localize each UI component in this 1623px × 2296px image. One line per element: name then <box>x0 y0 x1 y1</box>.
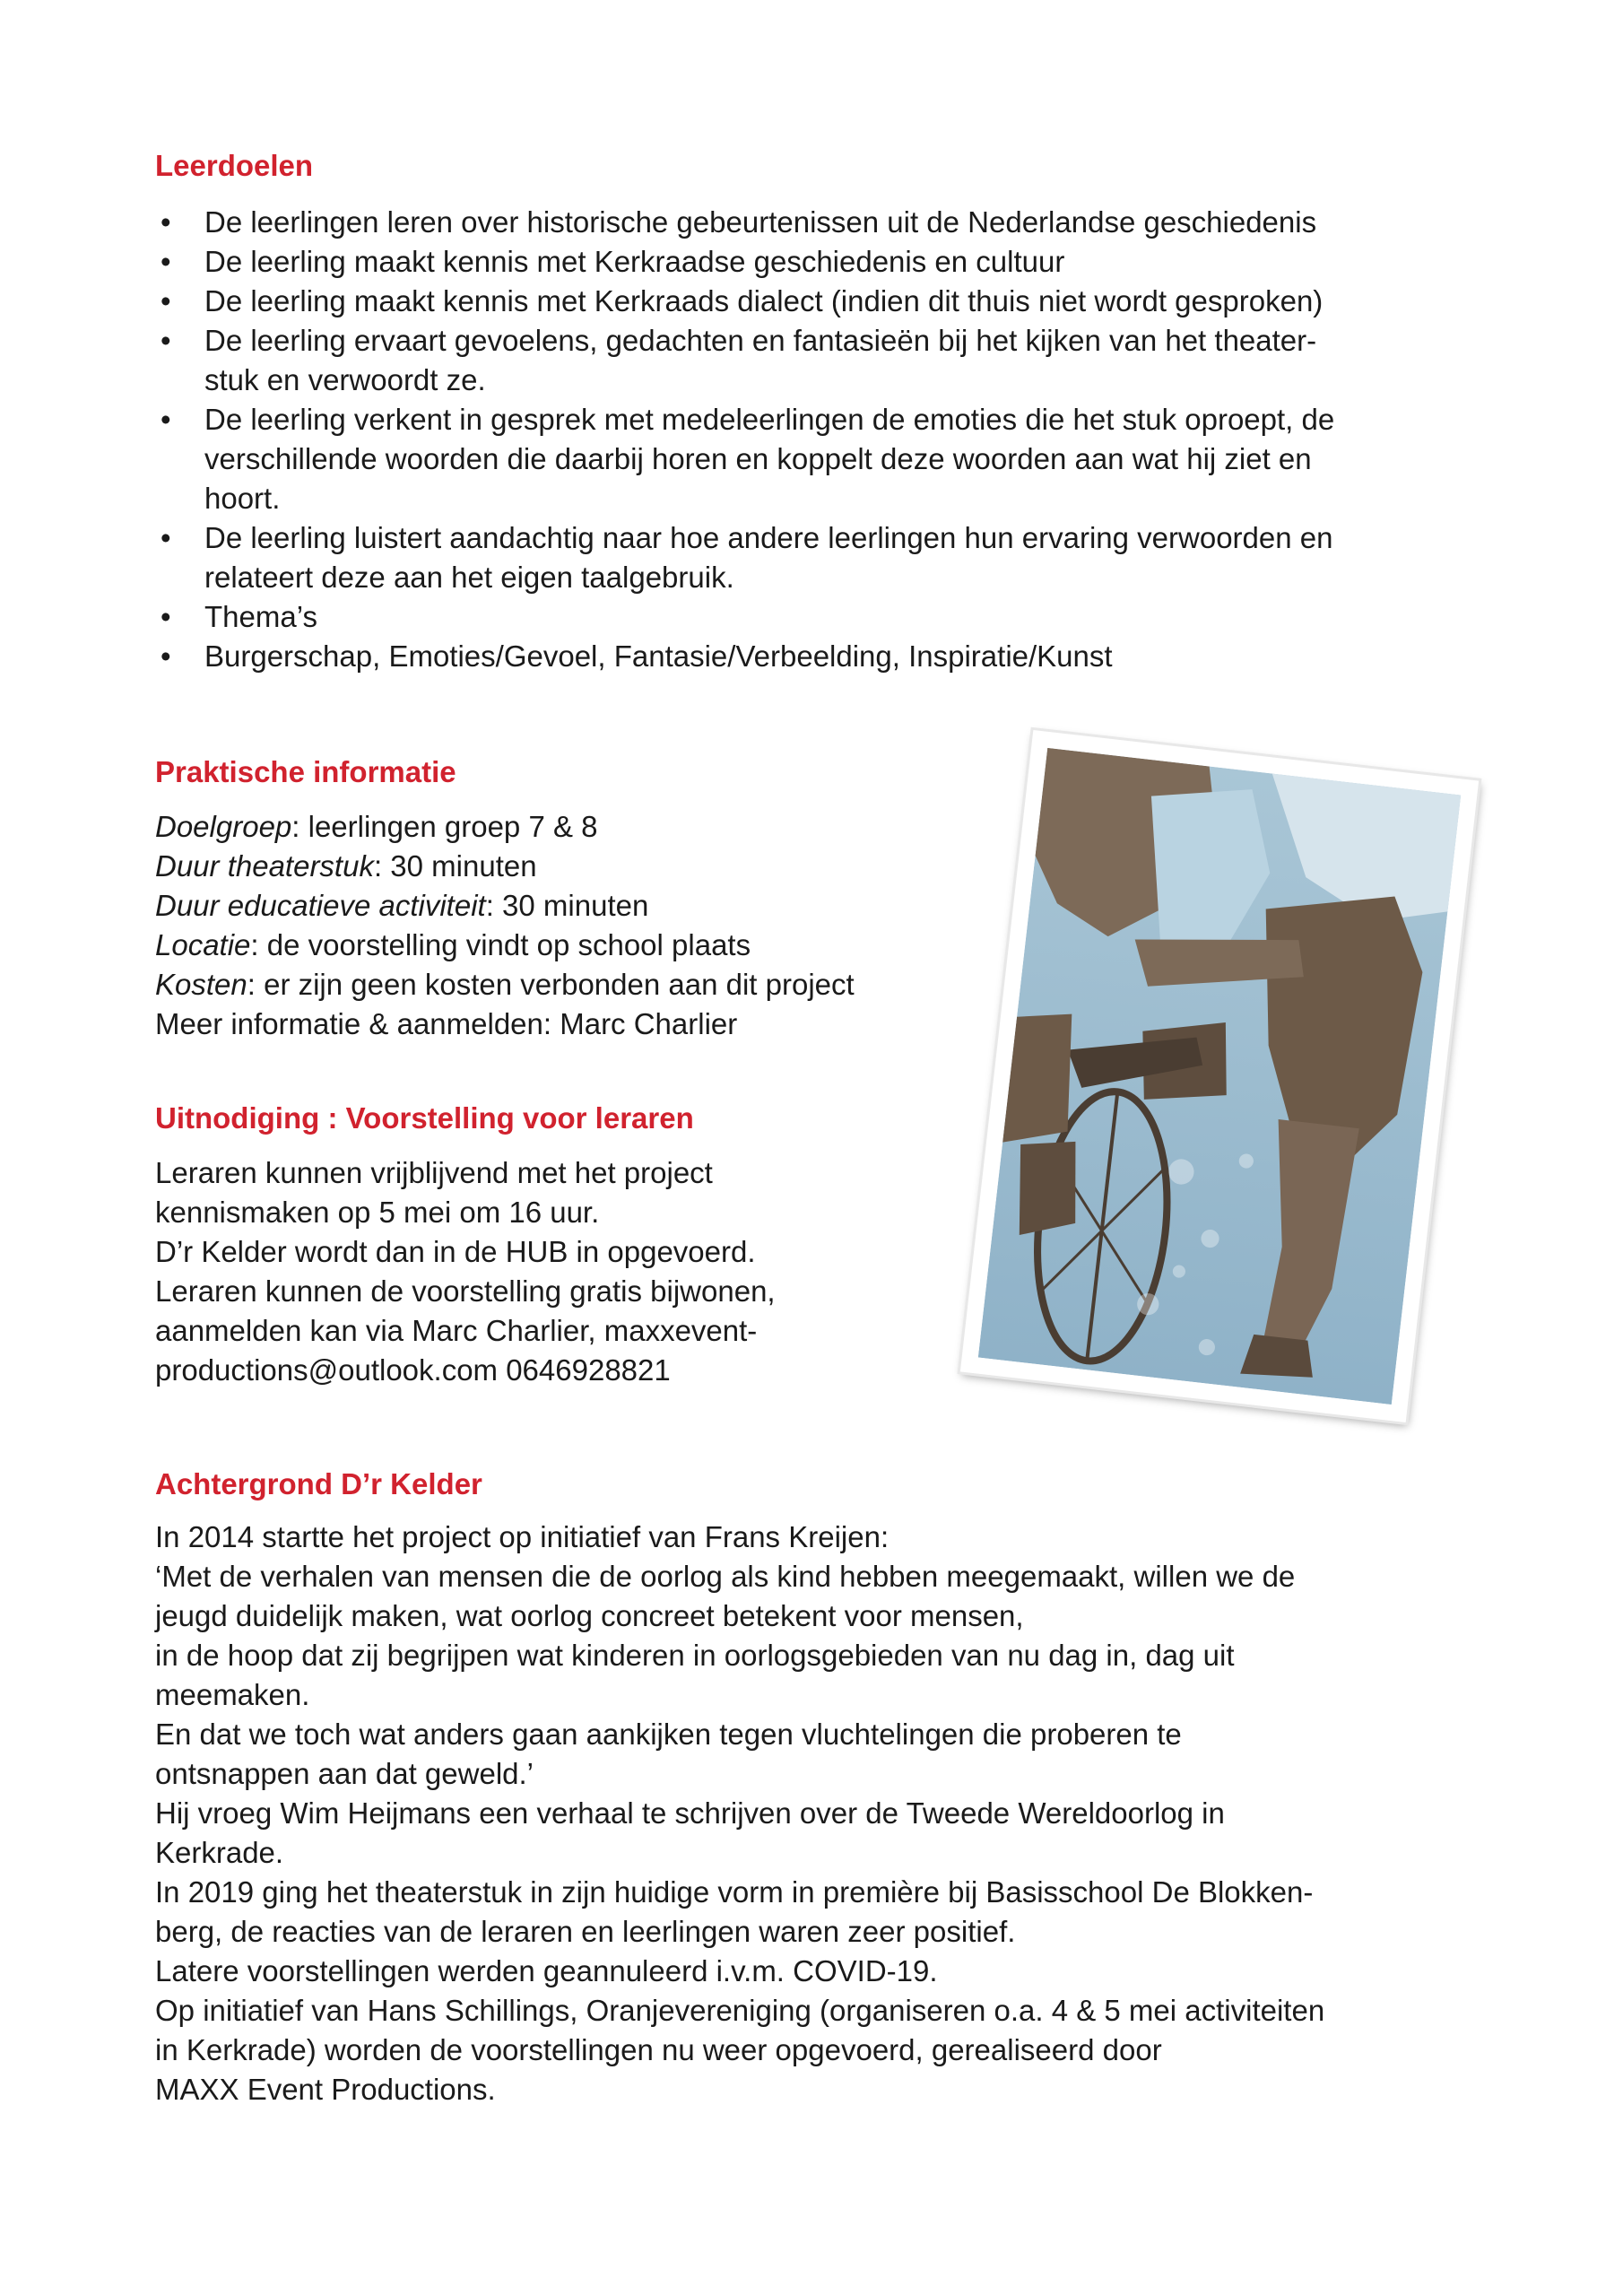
achtergrond-line: ‘Met de verhalen van mensen die de oorlog als kind hebben meegemaakt, willen we de <box>155 1560 1296 1593</box>
bullet-icon: • <box>161 639 171 673</box>
bullet-icon: • <box>161 245 171 278</box>
leerdoel-item <box>155 321 1334 400</box>
leerdoel-line: hoort. <box>204 482 281 515</box>
achtergrond-line: Hij vroeg Wim Heijmans een verhaal te schrijven over de Tweede Wereldoorlog in <box>155 1796 1225 1830</box>
bullet-icon: • <box>161 205 171 239</box>
leerdoel-item <box>155 282 1334 321</box>
uitnodiging-line: D’r Kelder wordt dan in de HUB in opgevoerd. <box>155 1235 756 1268</box>
uitnodiging-line: kennismaken op 5 mei om 16 uur. <box>155 1196 600 1229</box>
leerdoel-line: De leerling maakt kennis met Kerkraadse geschiedenis en cultuur <box>204 245 1065 278</box>
praktisch-value: : de voorstelling vindt op school plaats <box>250 928 751 961</box>
achtergrond-line: berg, de reacties van de leraren en leerlingen waren zeer positief. <box>155 1915 1016 1948</box>
leerdoel-line: De leerlingen leren over historische gebeurtenissen uit de Nederlandse geschiedenis <box>204 205 1317 239</box>
praktisch-value: : leerlingen groep 7 & 8 <box>291 810 598 843</box>
achtergrond-line: In 2014 startte het project op initiatief van Frans Kreijen: <box>155 1520 890 1553</box>
praktisch-row <box>155 926 855 965</box>
leerdoel-line: verschillende woorden die daarbij horen en koppelt deze woorden aan wat hij ziet en <box>204 442 1312 475</box>
praktisch-value: : er zijn geen kosten verbonden aan dit project <box>247 968 855 1001</box>
leerdoel-line: relateert deze aan het eigen taalgebruik. <box>204 561 734 594</box>
leerdoel-line: De leerling luistert aandachtig naar hoe andere leerlingen hun ervaring verwoorden en <box>204 521 1333 554</box>
leerdoel-line: De leerling verkent in gesprek met medeleerlingen de emoties die het stuk oproept, de <box>204 403 1335 436</box>
uitnodiging-line: aanmelden kan via Marc Charlier, maxxevent- <box>155 1314 758 1347</box>
historical-photo <box>933 718 1471 1435</box>
uitnodiging-line: productions@outlook.com 0646928821 <box>155 1353 671 1387</box>
achtergrond-heading: Achtergrond D’r Kelder <box>155 1467 482 1500</box>
leerdoelen-list <box>155 203 1334 676</box>
praktisch-info <box>155 807 855 1044</box>
achtergrond-line: En dat we toch wat anders gaan aankijken tegen vluchtelingen die proberen te <box>155 1718 1182 1751</box>
leerdoelen-heading: Leerdoelen <box>155 149 314 182</box>
praktisch-row <box>155 847 855 886</box>
leerdoel-item <box>155 203 1334 242</box>
leerdoel-item <box>155 400 1334 518</box>
praktisch-label: Duur educatieve activiteit <box>155 889 486 922</box>
praktisch-more: Meer informatie & aanmelden: Marc Charlier <box>155 1007 738 1040</box>
praktisch-value: : 30 minuten <box>373 849 537 883</box>
bullet-icon: • <box>161 324 171 357</box>
leerdoel-line: De leerling ervaart gevoelens, gedachten en fantasieën bij het kijken van het theater- <box>204 324 1317 357</box>
praktisch-value: : 30 minuten <box>485 889 649 922</box>
leerdoel-item <box>155 518 1334 597</box>
praktisch-row <box>155 886 855 926</box>
achtergrond-line: in Kerkrade) worden de voorstellingen nu weer opgevoerd, gerealiseerd door <box>155 2033 1162 2066</box>
leerdoel-item <box>155 597 1334 637</box>
praktisch-label: Doelgroep <box>155 810 292 843</box>
praktisch-heading: Praktische informatie <box>155 755 456 788</box>
praktisch-label: Duur theaterstuk <box>155 849 374 883</box>
uitnodiging-text <box>155 1153 776 1390</box>
uitnodiging-heading: Uitnodiging : Voorstelling voor leraren <box>155 1101 694 1135</box>
leerdoel-line: stuk en verwoordt ze. <box>204 363 486 396</box>
bullet-icon: • <box>161 403 171 436</box>
leerdoel-line: Thema’s <box>204 600 317 633</box>
bullet-icon: • <box>161 600 171 633</box>
achtergrond-line: In 2019 ging het theaterstuk in zijn huidige vorm in première bij Basisschool De Blokken- <box>155 1875 1314 1909</box>
achtergrond-line: MAXX Event Productions. <box>155 2073 496 2106</box>
leerdoel-line: Burgerschap, Emoties/Gevoel, Fantasie/Verbeelding, Inspiratie/Kunst <box>204 639 1113 673</box>
bullet-icon: • <box>161 284 171 317</box>
praktisch-row <box>155 965 855 1004</box>
achtergrond-line: ontsnappen aan dat geweld.’ <box>155 1757 534 1790</box>
praktisch-label: Locatie <box>155 928 251 961</box>
leerdoel-item <box>155 242 1334 282</box>
leerdoel-line: De leerling maakt kennis met Kerkraads dialect (indien dit thuis niet wordt gesproken) <box>204 284 1324 317</box>
photo-frame <box>960 730 1479 1422</box>
praktisch-label: Kosten <box>155 968 247 1001</box>
bicycle-soldiers-illustration <box>978 748 1461 1405</box>
leerdoel-item <box>155 637 1334 676</box>
praktisch-row <box>155 807 855 847</box>
achtergrond-line: jeugd duidelijk maken, wat oorlog concreet betekent voor mensen, <box>155 1599 1024 1632</box>
bullet-icon: • <box>161 521 171 554</box>
achtergrond-line: Op initiatief van Hans Schillings, Oranjevereniging (organiseren o.a. 4 & 5 mei activiteiten <box>155 1994 1325 2027</box>
achtergrond-line: in de hoop dat zij begrijpen wat kinderen in oorlogsgebieden van nu dag in, dag uit <box>155 1639 1235 1672</box>
uitnodiging-line: Leraren kunnen de voorstelling gratis bijwonen, <box>155 1274 776 1308</box>
achtergrond-text <box>155 1518 1324 2109</box>
achtergrond-line: meemaken. <box>155 1678 310 1711</box>
achtergrond-line: Latere voorstellingen werden geannuleerd i.v.m. COVID-19. <box>155 1954 938 1987</box>
achtergrond-line: Kerkrade. <box>155 1836 284 1869</box>
uitnodiging-line: Leraren kunnen vrijblijvend met het project <box>155 1156 713 1189</box>
